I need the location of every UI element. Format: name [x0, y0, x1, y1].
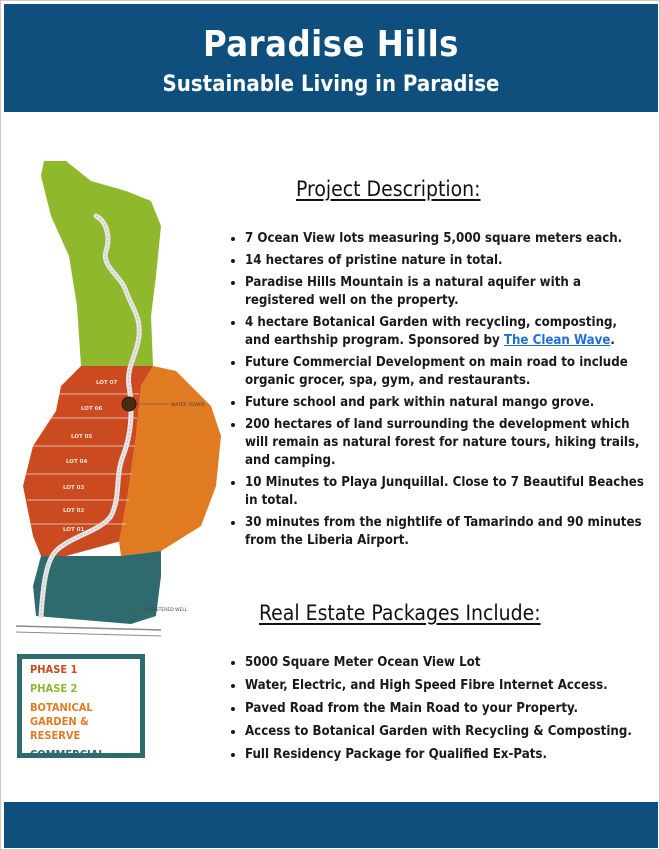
page-subtitle: Sustainable Living in Paradise: [162, 72, 500, 97]
list-item: [245, 314, 645, 350]
map-zone-commercial: [33, 551, 161, 624]
packages-list: [227, 654, 645, 769]
clean-wave-link[interactable]: The Clean Wave: [503, 333, 611, 348]
description-heading: Project Description:: [296, 177, 481, 201]
map-zone-phase2: [41, 161, 161, 366]
list-item: • Future school and park within natural mango grove.: [245, 394, 645, 412]
legend-phase1: PHASE 1: [30, 663, 78, 676]
list-item: • 30 minutes from the nightlife of Tamarindo and 90 minutes from the Liberia Airport.: [245, 514, 645, 550]
lot-label: LOT 05: [71, 434, 93, 440]
legend-botanical: BOTANICAL GARDEN & RESERVE: [30, 701, 93, 742]
packages-heading: Real Estate Packages Include:: [259, 601, 541, 625]
lot-label: LOT 07: [96, 380, 118, 386]
list-item: • 10 Minutes to Playa Junquillal. Close to 7 Beautiful Beaches in total.: [245, 474, 645, 510]
lot-label: LOT 03: [63, 485, 85, 491]
list-item: • 14 hectares of pristine nature in total.: [245, 252, 645, 270]
list-item: • 200 hectares of land surrounding the development which will remain as natural forest for nature tours, hiking trails, and camping.: [245, 416, 645, 470]
lot-label: LOT 01: [63, 527, 85, 533]
water-tower-label: WATER TOWER: [171, 403, 205, 408]
header-banner: [4, 4, 658, 112]
link-suffix: .: [610, 333, 615, 348]
main-road: [16, 626, 161, 630]
registered-well-label: REGISTERED WELL: [145, 608, 188, 613]
lot-label: LOT 02: [63, 508, 85, 514]
lot-label: LOT 04: [66, 459, 88, 465]
list-item: • Future Commercial Development on main road to include organic grocer, spa, gym, and restaurants.: [245, 354, 645, 390]
footer-banner: [4, 802, 658, 848]
list-item: • Paradise Hills Mountain is a natural aquifer with a registered well on the property.: [245, 274, 645, 310]
lot-label: LOT 06: [81, 406, 103, 412]
list-item: • 5000 Square Meter Ocean View Lot: [245, 654, 645, 672]
list-item-text: 4 hectare Botanical Garden with recycling, composting, and earthship program. Sponsored by: [245, 315, 618, 348]
legend-phase2: PHASE 2: [30, 682, 78, 695]
description-list: [227, 230, 645, 554]
list-item: • Paved Road from the Main Road to your Property.: [245, 700, 645, 718]
legend-commercial: COMMERCIAL: [30, 748, 105, 761]
list-item: • Water, Electric, and High Speed Fibre Internet Access.: [245, 677, 645, 695]
site-map: [11, 156, 226, 641]
page-title: Paradise Hills: [203, 24, 459, 65]
map-legend: [17, 654, 145, 761]
list-item: • Full Residency Package for Qualified Ex-Pats.: [245, 746, 645, 764]
water-tower-icon: [122, 397, 136, 411]
list-item: • Access to Botanical Garden with Recycling & Composting.: [245, 723, 645, 741]
list-item: • 7 Ocean View lots measuring 5,000 square meters each.: [245, 230, 645, 248]
